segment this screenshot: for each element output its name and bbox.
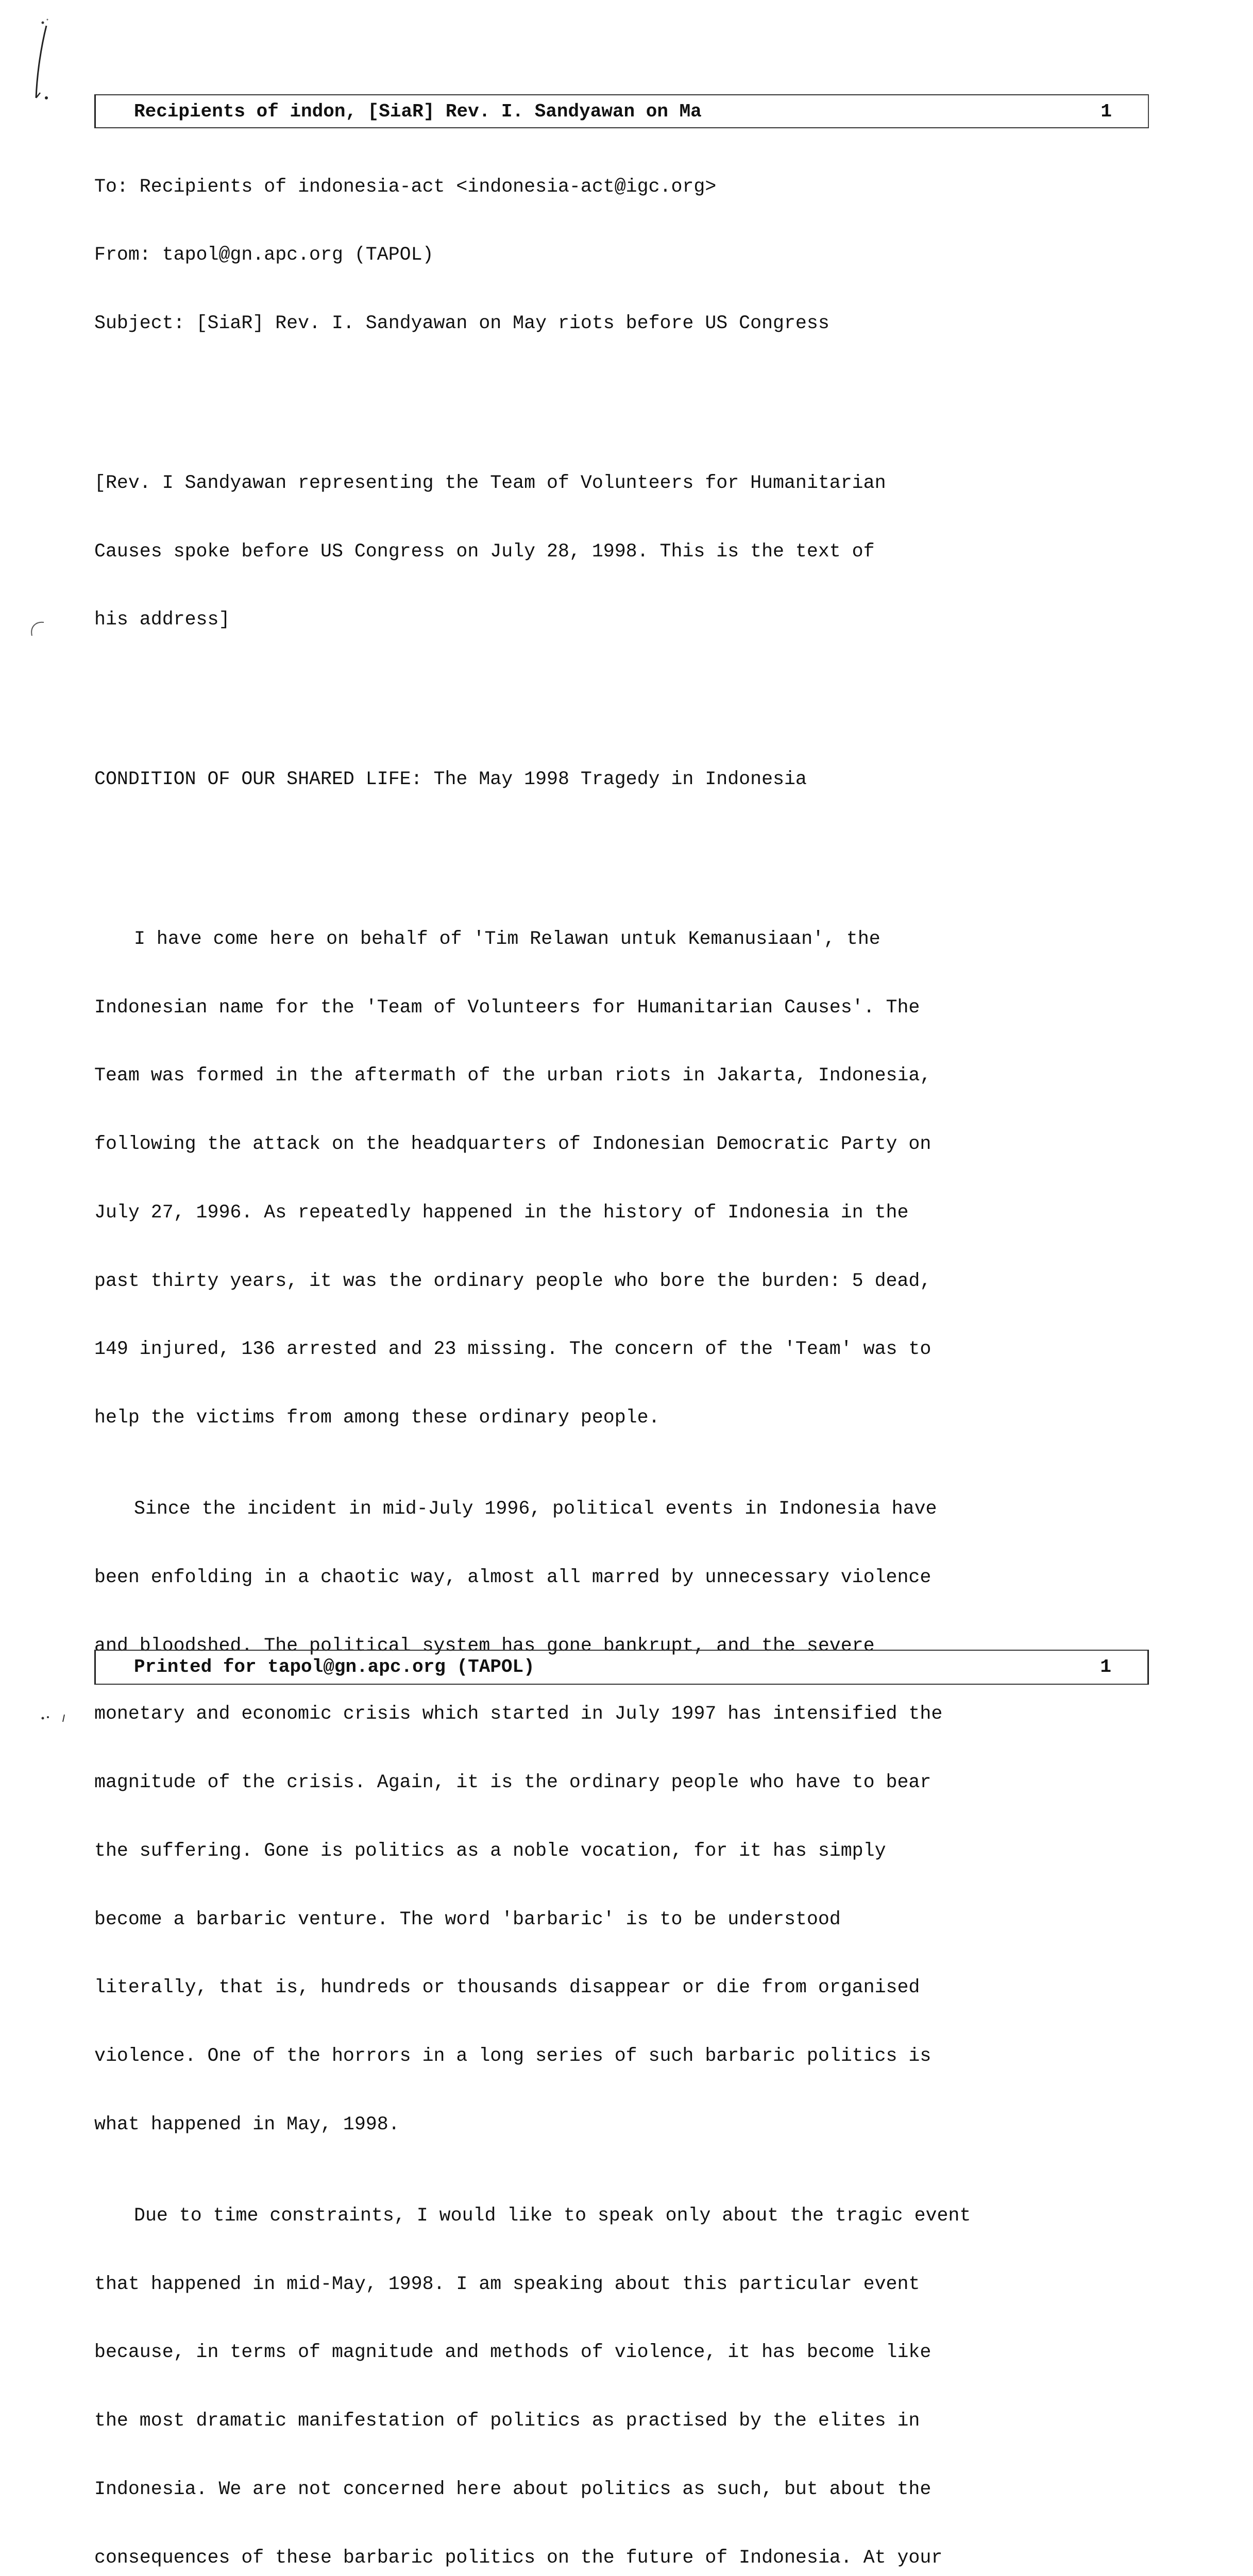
email-subject-line: Subject: [SiaR] Rev. I. Sandyawan on May riots before US Congress: [94, 313, 829, 334]
paragraph-line: Indonesia. We are not concerned here about politics as such, but about the: [94, 2478, 932, 2500]
paragraph-line: violence. One of the horrors in a long series of such barbaric politics is: [94, 2045, 932, 2066]
paragraph-line: literally, that is, hundreds or thousands disappear or die from organised: [94, 1977, 920, 1998]
paragraph-line: that happened in mid-May, 1998. I am speaking about this particular event: [94, 2273, 920, 2295]
paragraph-line: July 27, 1996. As repeatedly happened in the history of Indonesia in the: [94, 1201, 909, 1223]
paragraph-line: become a barbaric venture. The word 'barbaric' is to be understood: [94, 1908, 841, 1930]
email-to-line: To: Recipients of indonesia-act <indonesia-act@igc.org>: [94, 176, 717, 197]
paragraph-line: Due to time constraints, I would like to speak only about the tragic event: [134, 2205, 971, 2226]
print-header-page-number: 1: [1100, 101, 1112, 122]
paragraph-line: Indonesian name for the 'Team of Volunteers for Humanitarian Causes'. The: [94, 996, 920, 1018]
print-footer-box: [94, 1650, 1149, 1685]
intro-line: Causes spoke before US Congress on July 28, 1998. This is the text of: [94, 540, 875, 562]
intro-line: his address]: [94, 609, 230, 631]
paragraph-line: the suffering. Gone is politics as a noble vocation, for it has simply: [94, 1840, 886, 1861]
print-footer-text: Printed for tapol@gn.apc.org (TAPOL): [134, 1656, 535, 1677]
paragraph-line: been enfolding in a chaotic way, almost all marred by unnecessary violence: [94, 1566, 932, 1588]
document-heading: CONDITION OF OUR SHARED LIFE: The May 1998 Tragedy in Indonesia: [94, 769, 807, 790]
paragraph-line: monetary and economic crisis which started in July 1997 has intensified the: [94, 1703, 943, 1725]
paragraph-line: what happened in May, 1998.: [94, 2113, 400, 2135]
paragraph-line: Team was formed in the aftermath of the urban riots in Jakarta, Indonesia,: [94, 1065, 932, 1087]
paragraph-line: I have come here on behalf of 'Tim Relawan untuk Kemanusiaan', the: [134, 928, 881, 950]
pen-stroke-mark: [26, 15, 62, 108]
margin-hook-mark: [21, 613, 52, 654]
email-from-line: From: tapol@gn.apc.org (TAPOL): [94, 244, 434, 266]
print-footer-page-number: 1: [1100, 1656, 1111, 1677]
paragraph-line: 149 injured, 136 arrested and 23 missing. The concern of the 'Team' was to: [94, 1338, 932, 1360]
stray-dots-mark: [39, 1710, 70, 1726]
paragraph-line: because, in terms of magnitude and methods of violence, it has become like: [94, 2342, 932, 2363]
print-header-box: [94, 94, 1149, 128]
paragraph-line: past thirty years, it was the ordinary people who bore the burden: 5 dead,: [94, 1270, 932, 1292]
print-header-title: Recipients of indon, [SiaR] Rev. I. Sandyawan on Ma: [134, 101, 702, 122]
paragraph-line: following the attack on the headquarters of Indonesian Democratic Party on: [94, 1133, 932, 1155]
paragraph-line: magnitude of the crisis. Again, it is the ordinary people who have to bear: [94, 1772, 932, 1793]
paragraph-line: help the victims from among these ordinary people.: [94, 1407, 660, 1428]
paragraph-line: the most dramatic manifestation of politics as practised by the elites in: [94, 2410, 920, 2431]
paragraph-line: and bloodshed. The political system has gone bankrupt, and the severe: [94, 1635, 875, 1656]
intro-line: [Rev. I Sandyawan representing the Team of Volunteers for Humanitarian: [94, 472, 886, 494]
paragraph-line: consequences of these barbaric politics on the future of Indonesia. At your: [94, 2547, 943, 2568]
paragraph-line: Since the incident in mid-July 1996, political events in Indonesia have: [134, 1498, 937, 1519]
